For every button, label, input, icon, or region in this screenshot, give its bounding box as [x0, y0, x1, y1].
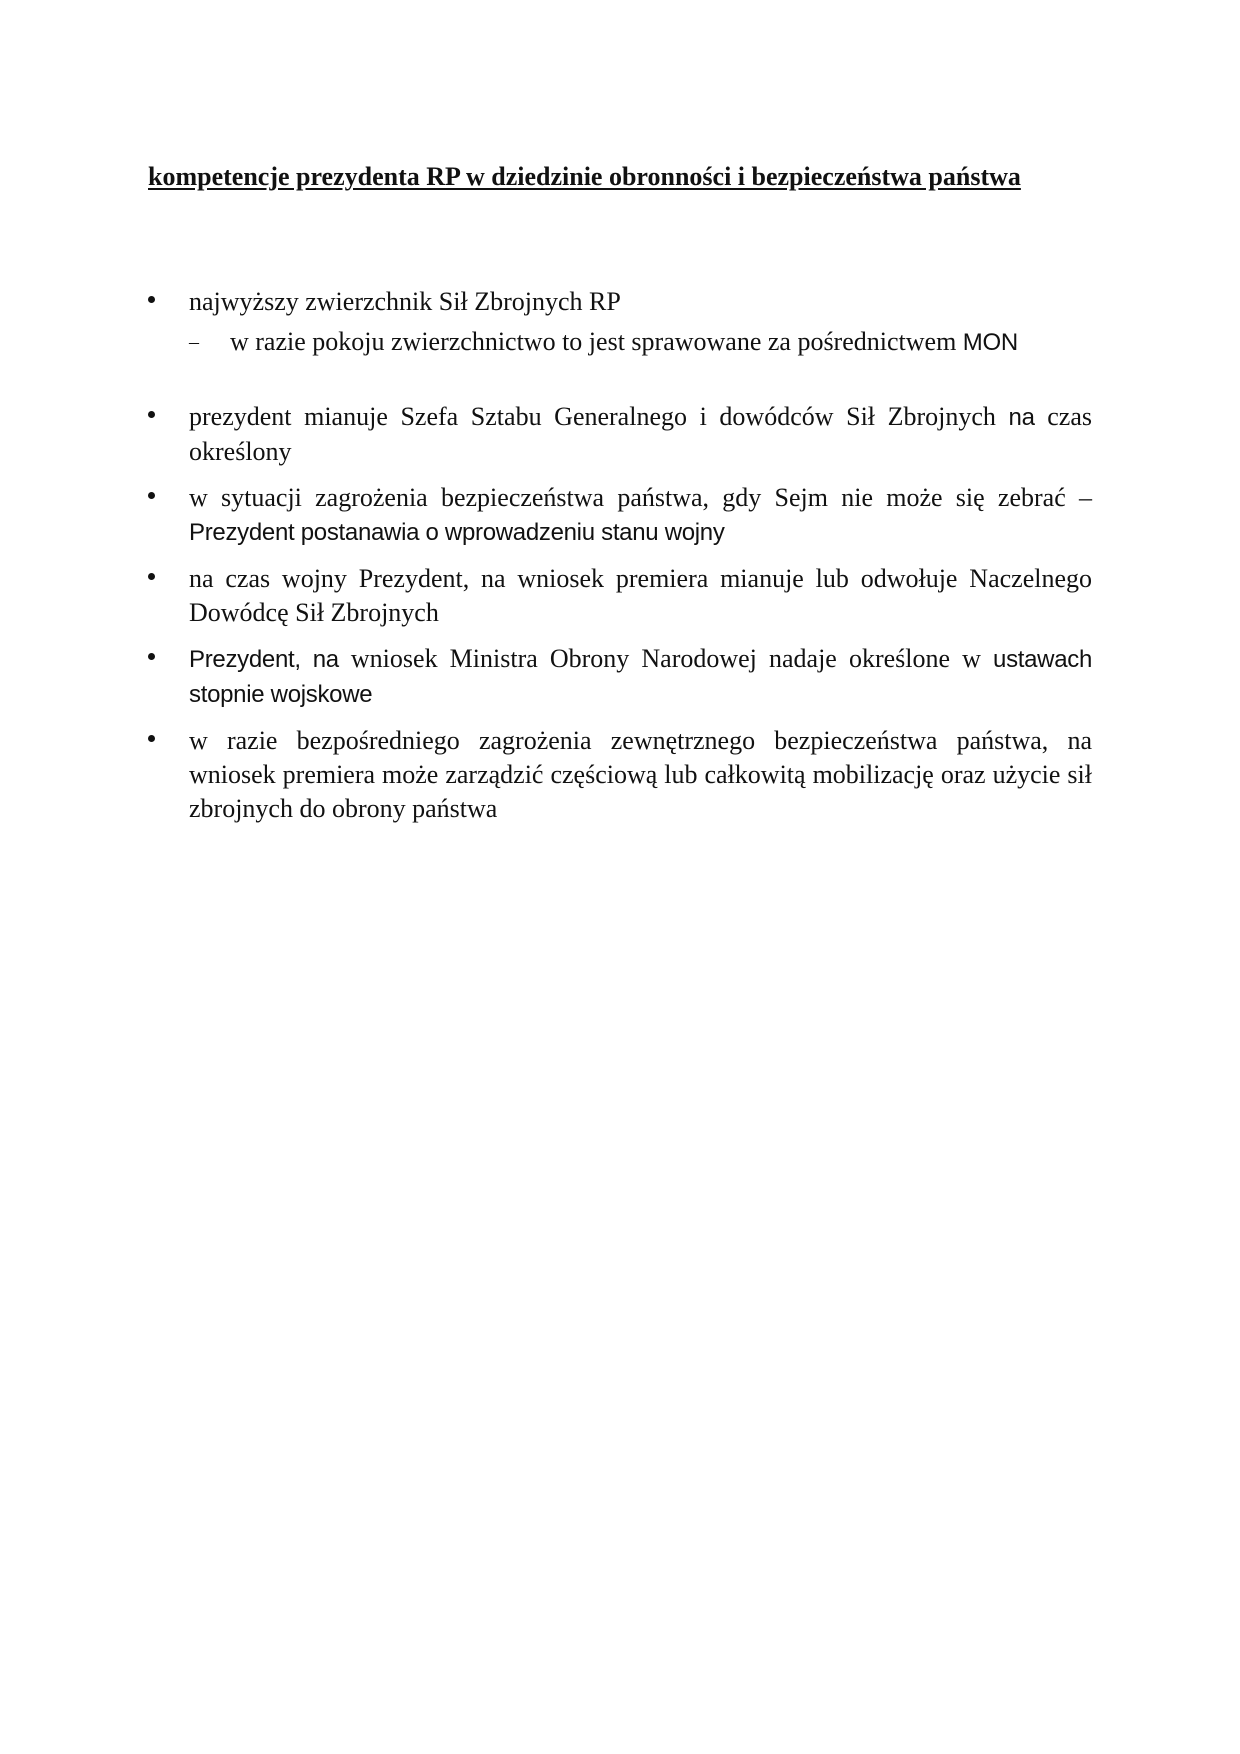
- dash-icon: –: [189, 331, 199, 353]
- item-tail: czas określony: [189, 402, 1093, 466]
- list-item: [148, 724, 1092, 826]
- document-title: kompetencje prezydenta RP w dziedzinie obronności i bezpieczeństwa państwa: [148, 162, 1021, 191]
- competences-list: [148, 285, 1092, 826]
- bullet-icon: [148, 492, 155, 499]
- item-text: prezydent mianuje Szefa Sztabu Generalnego i dowódców Sił Zbrojnych: [189, 402, 996, 431]
- list-item: [148, 562, 1092, 630]
- item-text: wniosek Ministra Obrony Narodowej nadaje określone w: [350, 644, 981, 673]
- bullet-icon: [148, 735, 155, 742]
- bullet-icon: [148, 411, 155, 418]
- item-emphasis: ustawach stopnie wojskowe: [189, 646, 1093, 708]
- item-emphasis: na: [1008, 404, 1035, 431]
- sub-list-item: [189, 325, 1092, 360]
- item-text: na czas wojny Prezydent, na wniosek premiera mianuje lub odwołuje Naczelnego Dowódcę Sił Zbrojnych: [189, 564, 1092, 627]
- sub-list: [189, 325, 1092, 360]
- item-emphasis: Prezydent postanawia o wprowadzeniu stanu wojny: [189, 519, 725, 546]
- bullet-icon: [148, 653, 155, 660]
- item-emphasis-lead: Prezydent, na: [189, 646, 339, 673]
- list-item: [148, 642, 1092, 712]
- item-text: w sytuacji zagrożenia bezpieczeństwa państwa, gdy Sejm nie może się zebrać –: [189, 483, 1092, 512]
- bullet-icon: [148, 573, 155, 580]
- item-text: najwyższy zwierzchnik Sił Zbrojnych RP: [189, 287, 621, 316]
- list-item: [148, 481, 1092, 550]
- list-item: [148, 400, 1092, 469]
- sub-item-text: w razie pokoju zwierzchnictwo to jest sprawowane za pośrednictwem: [230, 327, 957, 356]
- bullet-icon: [148, 296, 155, 303]
- item-text: w razie bezpośredniego zagrożenia zewnętrznego bezpieczeństwa państwa, na wniosek premiera może zarządzić częściową lub całkowitą mobilizację oraz użycie sił zbrojnych do obrony państwa: [189, 726, 1092, 823]
- list-item: [148, 285, 1092, 360]
- sub-item-emphasis: MON: [962, 329, 1018, 356]
